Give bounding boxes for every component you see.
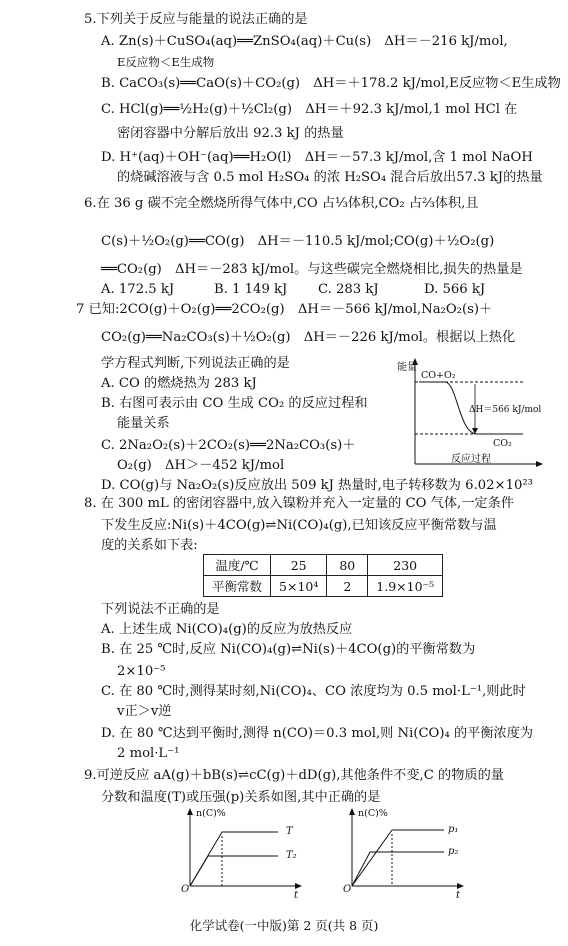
g2-curve-2 — [352, 852, 444, 886]
g1-curve-2 — [190, 856, 278, 886]
q8-question: 下列说法不正确的是 — [101, 602, 220, 617]
q8-option-a: A. 上述生成 Ni(CO)₄(g)的反应为放热反应 — [101, 622, 353, 637]
q6-option-b: B. 1 149 kJ — [214, 282, 288, 297]
q7-stem-1: 7 已知:2CO(g)＋O₂(g)══2CO₂(g) ΔH＝－566 kJ/mol,Na₂O₂(s)＋ — [76, 302, 493, 317]
q5-option-a-cont: E反应物＜E生成物 — [117, 55, 215, 69]
q7-top-label: CO+O₂ — [421, 370, 456, 381]
q5-option-a: A. Zn(s)＋CuSO₄(aq)══ZnSO₄(aq)＋Cu(s) ΔH＝－216 kJ/mol, — [101, 34, 508, 49]
g1-curve-1 — [190, 832, 278, 886]
q7-x-axis-arrow — [536, 461, 543, 467]
table-cell: 温度/℃ — [204, 555, 271, 576]
g2-x-label: t — [456, 890, 461, 901]
q7-y-axis-label: 能量 — [397, 362, 417, 373]
q8-option-d: D. 在 80 ℃达到平衡时,测得 n(CO)＝0.3 mol,则 Ni(CO)₄ 的平衡浓度为 — [101, 726, 534, 741]
q7-stem-2: CO₂(g)══Na₂CO₃(s)＋½O₂(g) ΔH＝－226 kJ/mol。根据以上热化 — [101, 330, 516, 345]
q7-option-c: C. 2Na₂O₂(s)＋2CO₂(s)══2Na₂CO₃(s)＋ — [101, 438, 356, 453]
g2-curve-1 — [352, 830, 444, 886]
table-header-row — [204, 555, 443, 576]
q9-stem-2: 分数和温度(T)或压强(p)关系如图,其中正确的是 — [101, 790, 381, 805]
g1-x-label: t — [294, 890, 299, 901]
q6-stem-3: ══CO₂(g) ΔH＝－283 kJ/mol。与这些碳完全燃烧相比,损失的热量是 — [101, 262, 523, 277]
q5-option-c-cont: 密闭容器中分解后放出 92.3 kJ 的热量 — [117, 126, 344, 141]
g2-curve-1-label: p₁ — [448, 824, 459, 835]
page-footer: 化学试卷(一中版)第 2 页(共 8 页) — [189, 918, 379, 933]
table-cell: 1.9×10⁻⁵ — [368, 576, 443, 597]
q7-option-d: D. CO(g)与 Na₂O₂(s)反应放出 509 kJ 热量时,电子转移数为 6.02×10²³ — [101, 478, 533, 493]
q7-option-c-cont: O₂(g) ΔH＞－452 kJ/mol — [117, 458, 285, 473]
g2-x-arrow — [457, 883, 464, 889]
q7-stem-3: 学方程式判断,下列说法正确的是 — [101, 356, 290, 371]
q7-option-b: B. 右图可表示由 CO 生成 CO₂ 的反应过程和 — [101, 396, 368, 411]
q8-option-b: B. 在 25 ℃时,反应 Ni(CO)₄(g)⇌Ni(s)＋4CO(g)的平衡常数为 — [101, 642, 476, 657]
table-cell: 2 — [327, 576, 368, 597]
q8-option-d-cont: 2 mol·L⁻¹ — [117, 746, 180, 761]
q8-option-b-cont: 2×10⁻⁵ — [117, 664, 166, 679]
g1-y-arrow — [187, 808, 193, 815]
q6-stem-1: 6.在 36 g 碳不完全燃烧所得气体中,CO 占⅓体积,CO₂ 占⅔体积,且 — [84, 196, 479, 211]
table-cell: 80 — [327, 555, 368, 576]
q5-option-d-cont: 的烧碱溶液与含 0.5 mol H₂SO₄ 的浓 H₂SO₄ 混合后放出57.3 kJ的热量 — [117, 170, 543, 185]
q8-option-c-cont: v正＞v逆 — [117, 704, 172, 719]
q5-option-b: B. CaCO₃(s)══CaO(s)＋CO₂(g) ΔH＝＋178.2 kJ/mol,E反应物＜E生成物 — [101, 76, 561, 91]
q5-title: 5.下列关于反应与能量的说法正确的是 — [84, 12, 308, 27]
q8-stem-1: 8. 在 300 mL 的密闭容器中,放入镍粉并充入一定量的 CO 气体,一定条件 — [84, 496, 514, 511]
table-cell: 25 — [271, 555, 327, 576]
q7-option-a: A. CO 的燃烧热为 283 kJ — [101, 376, 257, 391]
q8-option-c: C. 在 80 ℃时,测得某时刻,Ni(CO)₄、CO 浓度均为 0.5 mol·L⁻¹,则此时 — [101, 684, 526, 699]
q6-option-d: D. 566 kJ — [424, 282, 486, 297]
q9-graph-temperature — [178, 806, 308, 901]
q7-energy-diagram — [395, 358, 545, 470]
table-cell: 平衡常数 — [204, 576, 271, 597]
g1-curve-2-label: T₂ — [286, 850, 297, 861]
q7-option-b-cont: 能量关系 — [117, 416, 170, 431]
q8-stem-2: 下发生反应:Ni(s)＋4CO(g)⇌Ni(CO)₄(g),已知该反应平衡常数与温 — [101, 518, 497, 533]
g1-y-label: n(C)% — [196, 808, 226, 819]
q8-stem-3: 度的关系如下表: — [101, 538, 198, 553]
q7-x-axis-label: 反应过程 — [451, 454, 491, 465]
q5-option-d: D. H⁺(aq)＋OH⁻(aq)══H₂O(l) ΔH＝－57.3 kJ/mol,含 1 mol NaOH — [101, 150, 533, 165]
q7-bottom-label: CO₂ — [493, 438, 512, 449]
g2-y-label: n(C)% — [358, 808, 388, 819]
table-row — [204, 576, 443, 597]
q9-graph-pressure — [340, 806, 470, 901]
table-cell: 5×10⁴ — [271, 576, 327, 597]
g1-curve-1-label: T — [286, 826, 293, 837]
q6-stem-2: C(s)＋½O₂(g)══CO(g) ΔH＝－110.5 kJ/mol;CO(g)＋½O₂(g) — [101, 234, 495, 249]
q9-stem-1: 9.可逆反应 aA(g)＋bB(s)⇌cC(g)＋dD(g),其他条件不变,C 的物质的量 — [84, 768, 504, 783]
q8-equilibrium-table — [203, 554, 443, 597]
q7-dh-label: ΔH＝566 kJ/mol — [469, 405, 542, 415]
g1-origin-label: O — [181, 884, 190, 895]
q6-option-c: C. 283 kJ — [318, 282, 379, 297]
g2-origin-label: O — [343, 884, 352, 895]
g2-curve-2-label: p₂ — [448, 846, 459, 857]
g1-x-arrow — [295, 883, 302, 889]
table-cell: 230 — [368, 555, 443, 576]
g2-y-arrow — [349, 808, 355, 815]
q6-option-a: A. 172.5 kJ — [101, 282, 175, 297]
q5-option-c: C. HCl(g)══½H₂(g)＋½Cl₂(g) ΔH＝＋92.3 kJ/mol,1 mol HCl 在 — [101, 102, 518, 117]
